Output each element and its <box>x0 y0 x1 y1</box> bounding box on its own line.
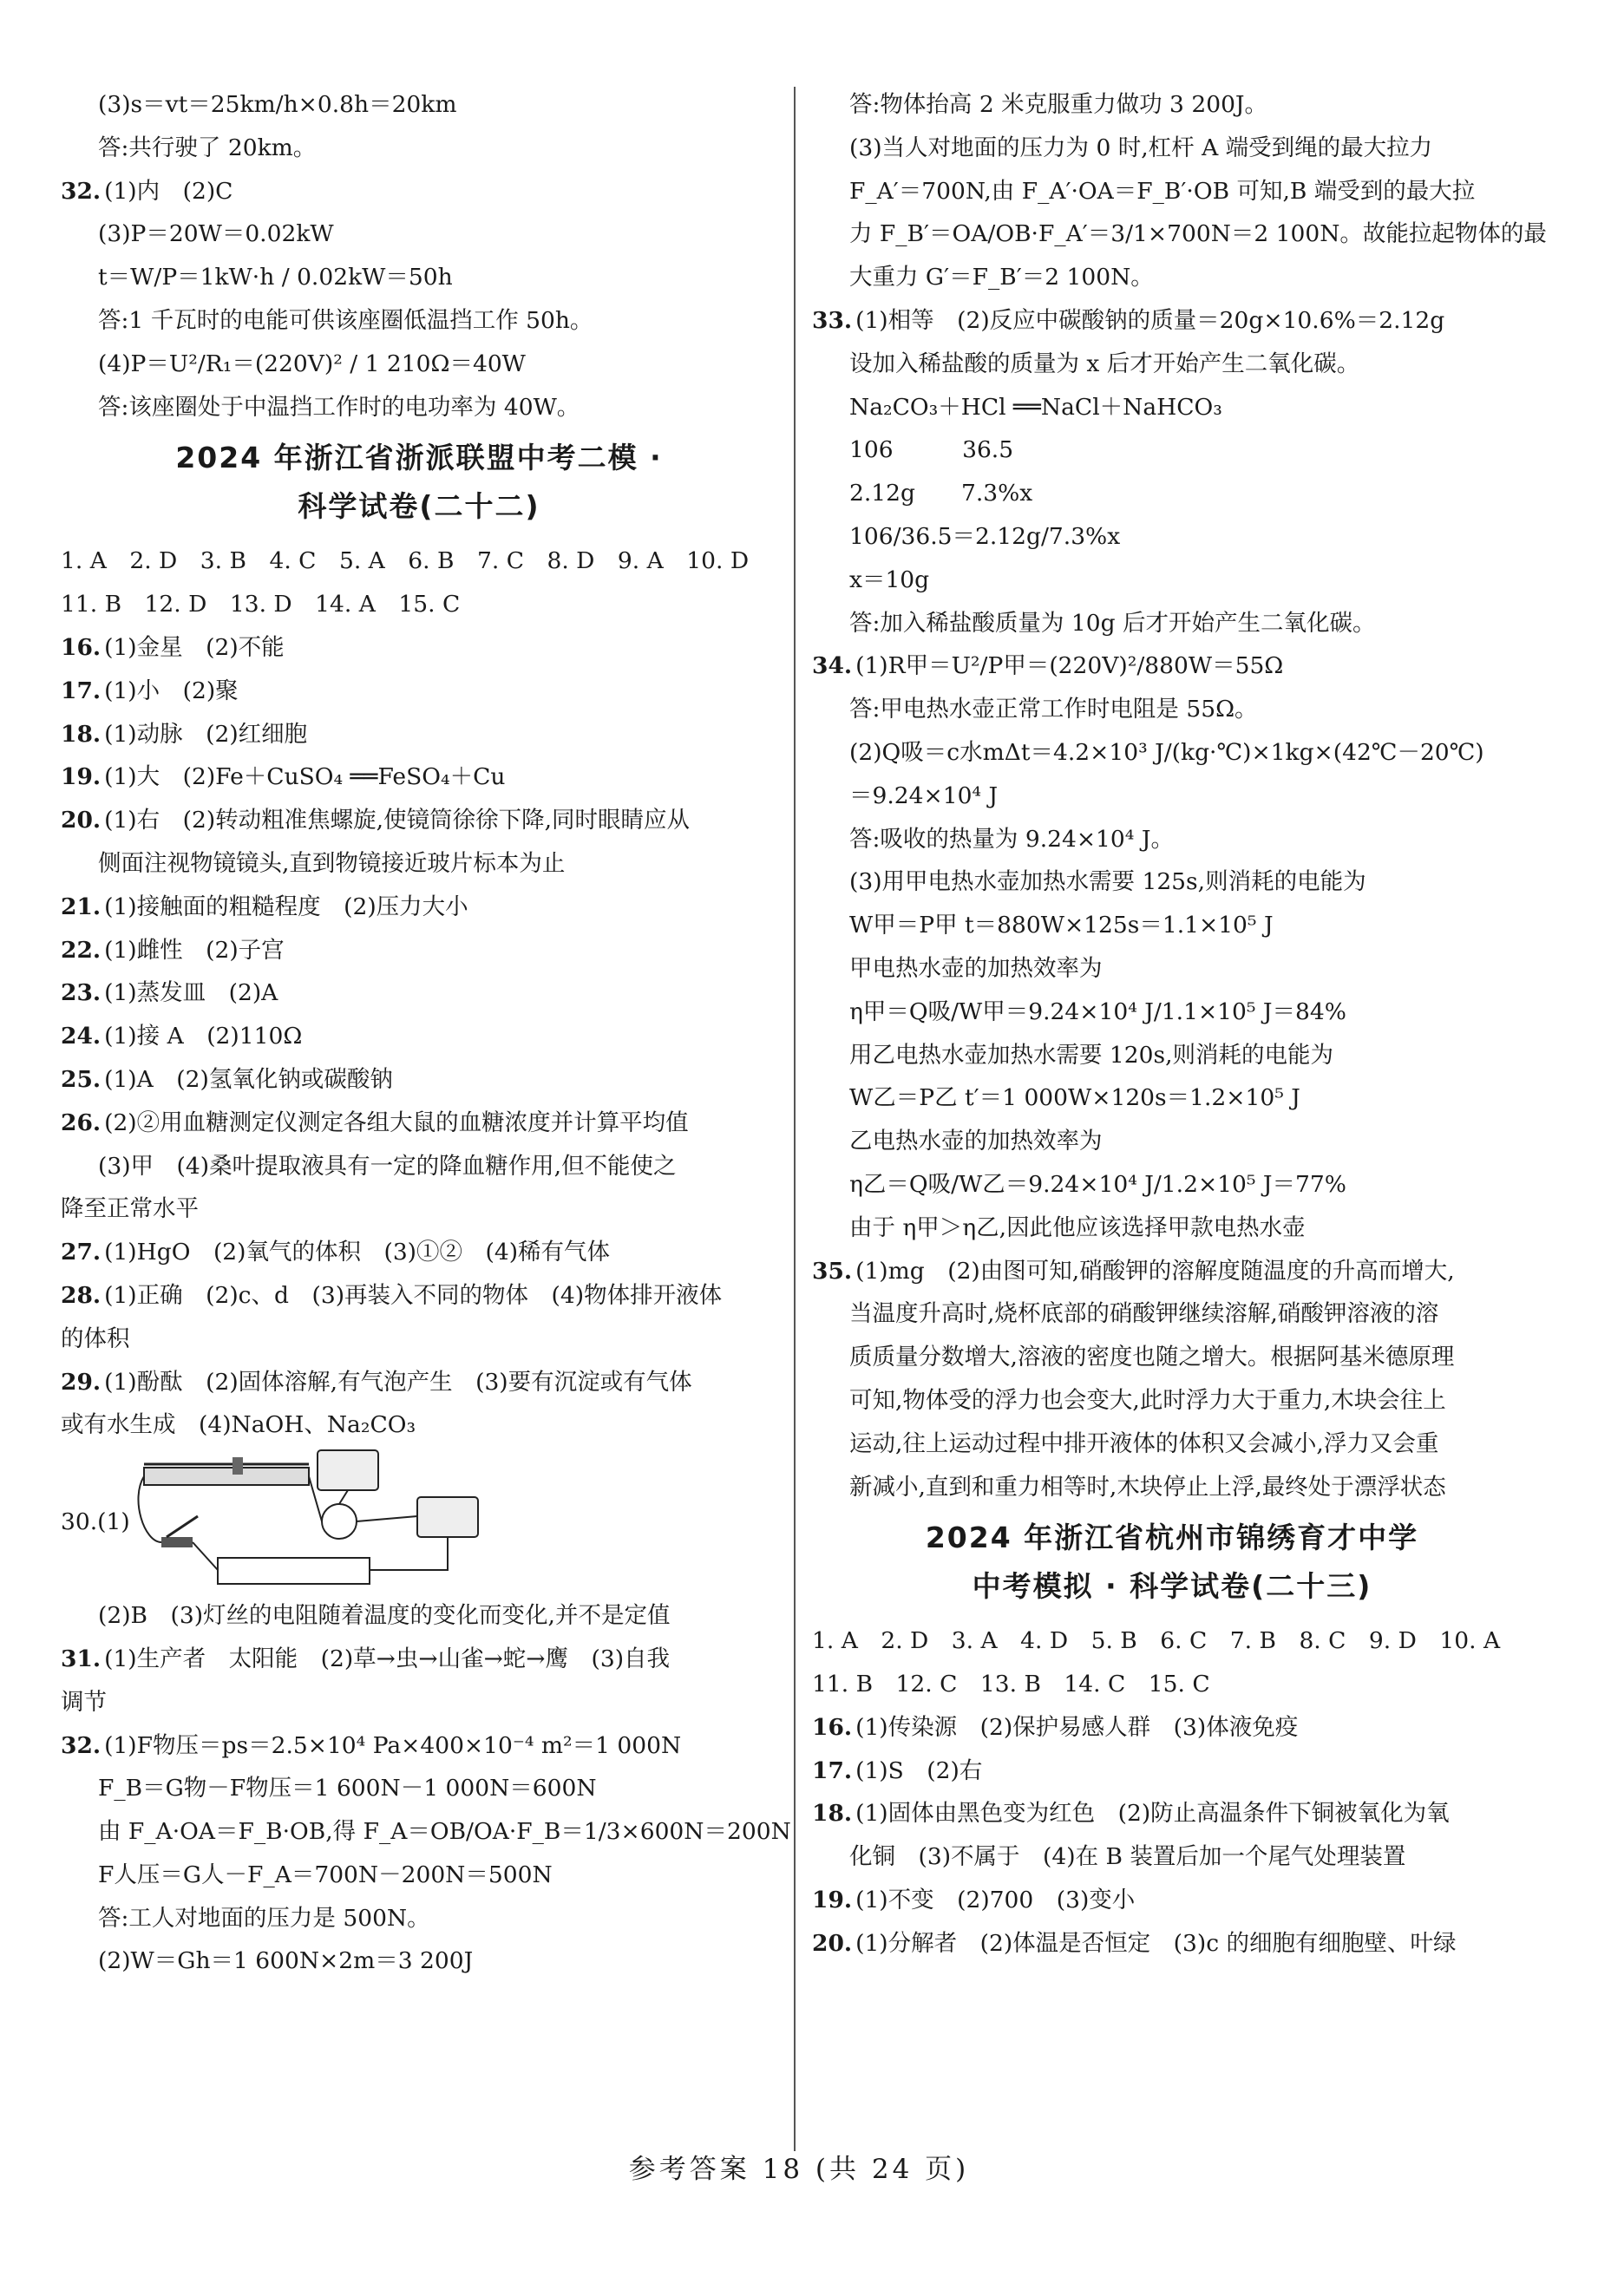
answer-line <box>812 83 1532 127</box>
answer-line <box>812 386 1532 429</box>
answer-line <box>61 1403 777 1447</box>
column-divider <box>794 87 796 2151</box>
answer-line <box>61 1102 777 1145</box>
answer-line <box>812 472 1532 515</box>
answer-line <box>812 1663 1532 1706</box>
answer-text: 新减小,直到和重力相等时,木块停止上浮,最终处于漂浮状态 <box>849 1473 1446 1501</box>
answer-line <box>61 713 777 756</box>
answer-text: η乙＝Q吸/W乙＝9.24×10⁴ J/1.2×10⁵ J＝77% <box>849 1170 1346 1198</box>
answer-line <box>61 256 777 299</box>
answer-text: 由于 η甲＞η乙,因此他应该选择甲款电热水壶 <box>849 1213 1306 1241</box>
answer-line <box>61 1274 777 1318</box>
left-column <box>61 83 791 1983</box>
answer-line <box>61 1854 777 1897</box>
answer-line <box>812 170 1532 213</box>
answer-text: 的体积 <box>61 1325 130 1352</box>
answer-text: 1. A 2. D 3. A 4. D 5. B 6. C 7. B 8. C 9. D 10. A <box>812 1627 1501 1655</box>
answer-text: 106 36.5 <box>849 436 1014 464</box>
answer-line <box>812 428 1532 472</box>
answer-line <box>812 644 1532 688</box>
answer-text: (1)固体由黑色变为红色 (2)防止高温条件下铜被氧化为氧 <box>855 1800 1450 1828</box>
question-number: 16. <box>812 1713 853 1741</box>
answer-text: 11. B 12. C 13. B 14. C 15. C <box>812 1671 1210 1698</box>
question-number: 22. <box>61 936 102 964</box>
answer-text: (3)用甲电热水壶加热水需要 125s,则消耗的电能为 <box>849 868 1366 896</box>
answer-text: 或有水生成 (4)NaOH、Na₂CO₃ <box>61 1411 416 1439</box>
answer-line <box>812 1466 1532 1509</box>
answer-text: t＝W/P＝1kW·h / 0.02kW＝50h <box>98 264 453 291</box>
answer-line <box>812 602 1532 645</box>
answer-text: (2)Q吸＝c水mΔt＝4.2×10³ J/(kg·℃)×1kg×(42℃－20℃) <box>849 738 1484 766</box>
section-heading: 中考模拟 · 科学试卷(二十三) <box>972 1569 1372 1604</box>
answer-text: (1)R甲＝U²/P甲＝(220V)²/880W＝55Ω <box>855 652 1284 680</box>
answer-text: (3)P＝20W＝0.02kW <box>98 220 334 248</box>
answer-text: ＝9.24×10⁴ J <box>849 782 999 809</box>
answer-text: (1)生产者 太阳能 (2)草→虫→山雀→蛇→鹰 (3)自我 <box>104 1645 671 1672</box>
answer-line <box>812 947 1532 991</box>
answer-line <box>812 1120 1532 1163</box>
answer-line <box>61 213 777 256</box>
switch-lever <box>167 1516 198 1537</box>
answer-text: (2)②用血糖测定仪测定各组大鼠的血糖浓度并计算平均值 <box>104 1109 689 1136</box>
answer-line <box>812 515 1532 559</box>
answer-text: 106/36.5＝2.12g/7.3%x <box>849 522 1121 550</box>
answer-line <box>61 1767 777 1810</box>
answer-line <box>812 1706 1532 1750</box>
answer-line <box>61 1145 777 1188</box>
answer-line <box>61 1015 777 1058</box>
answer-text: (1)传染源 (2)保护易感人群 (3)体液免疫 <box>855 1713 1299 1741</box>
question-number: 23. <box>61 979 102 1007</box>
answer-line <box>812 1207 1532 1250</box>
question-number: 21. <box>61 893 102 920</box>
answer-text: (1)不变 (2)700 (3)变小 <box>855 1887 1136 1914</box>
question-number: 35. <box>812 1257 853 1285</box>
question-number: 27. <box>61 1239 102 1266</box>
answer-text: 当温度升高时,烧杯底部的硝酸钾继续溶解,硝酸钾溶液的溶 <box>849 1300 1439 1328</box>
answer-line <box>61 170 777 213</box>
answer-text: (1)接 A (2)110Ω <box>104 1023 303 1050</box>
answer-line <box>812 1835 1532 1879</box>
answer-line <box>61 756 777 799</box>
answer-text: (1)大 (2)Fe＋CuSO₄ ══FeSO₄＋Cu <box>104 763 506 791</box>
answer-text: F_A′＝700N,由 F_A′·OA＝F_B′·OB 可知,B 端受到的最大拉 <box>849 177 1476 205</box>
answer-text: 设加入稀盐酸的质量为 x 后才开始产生二氧化碳。 <box>849 350 1360 377</box>
answer-line <box>812 127 1532 170</box>
answer-text: x＝10g <box>849 566 930 593</box>
answer-text: Na₂CO₃＋HCl ══NaCl＋NaHCO₃ <box>849 393 1222 421</box>
answer-text: 侧面注视物镜镜头,直到物镜接近玻片标本为止 <box>98 849 566 877</box>
section-heading: 2024 年浙江省杭州市锦绣育才中学 <box>925 1521 1419 1555</box>
answer-line <box>61 1638 777 1681</box>
question-number: 17. <box>61 677 102 704</box>
question-number: 20. <box>61 807 102 834</box>
question-number: 32. <box>61 1731 102 1759</box>
answer-line <box>61 1594 777 1638</box>
answer-text: (1)正确 (2)c、d (3)再装入不同的物体 (4)物体排开液体 <box>104 1281 723 1309</box>
answer-text: (1)S (2)右 <box>855 1756 983 1784</box>
answer-line <box>812 1250 1532 1293</box>
answer-line <box>61 1724 777 1768</box>
answer-text: F人压＝G人－F_A＝700N－200N＝500N <box>98 1861 553 1888</box>
answer-text: 答:共行驶了 20km。 <box>98 134 317 161</box>
question-number: 17. <box>812 1756 853 1784</box>
question-number: 26. <box>61 1109 102 1136</box>
answer-line <box>812 775 1532 818</box>
question-number: 18. <box>812 1800 853 1828</box>
answer-line <box>812 1379 1532 1423</box>
answer-line <box>61 1810 791 1854</box>
question-number: 29. <box>61 1368 102 1396</box>
answer-line <box>812 1619 1532 1663</box>
right-column <box>812 83 1547 1966</box>
answer-text: 力 F_B′＝OA/OB·F_A′＝3/1×700N＝2 100N。故能拉起物体的最 <box>849 220 1547 248</box>
answer-line <box>61 971 777 1015</box>
battery-box <box>218 1558 370 1584</box>
question-number: 19. <box>812 1887 853 1914</box>
answer-text: (1)分解者 (2)体温是否恒定 (3)c 的细胞有细胞壁、叶绿 <box>855 1929 1457 1957</box>
answer-line <box>812 1922 1532 1966</box>
answer-line <box>812 1163 1532 1207</box>
answer-line <box>812 904 1532 947</box>
question-number: 28. <box>61 1281 102 1309</box>
answer-text: 答:吸收的热量为 9.24×10⁴ J。 <box>849 825 1174 853</box>
answer-text: (1)A (2)氢氧化钠或碳酸钠 <box>104 1065 393 1093</box>
answer-text: 乙电热水壶的加热效率为 <box>849 1128 1103 1155</box>
answer-text: 2.12g 7.3%x <box>849 480 1033 507</box>
answer-text: (1)酚酞 (2)固体溶解,有气泡产生 (3)要有沉淀或有气体 <box>104 1368 692 1396</box>
answer-line <box>61 799 777 842</box>
answer-line <box>812 818 1532 861</box>
answer-line <box>812 343 1532 386</box>
rheostat <box>144 1468 309 1485</box>
ammeter <box>417 1497 478 1537</box>
answer-text: (3)当人对地面的压力为 0 时,杠杆 A 端受到绳的最大拉力 <box>849 134 1433 161</box>
answer-line <box>61 1187 777 1231</box>
answer-line <box>61 1231 777 1274</box>
answer-text: (2)W＝Gh＝1 600N×2m＝3 200J <box>98 1947 474 1975</box>
answer-text: (3)s＝vt＝25km/h×0.8h＝20km <box>98 91 457 118</box>
answer-line <box>812 1879 1532 1922</box>
answer-text: (1)相等 (2)反应中碳酸钠的质量＝20g×10.6%＝2.12g <box>855 306 1445 334</box>
wires <box>138 1476 448 1570</box>
question-number: 33. <box>812 306 853 334</box>
answer-line <box>812 1336 1532 1379</box>
answer-line <box>61 583 777 626</box>
answer-line <box>812 1292 1532 1336</box>
answer-text: (1)蒸发皿 (2)A <box>104 979 278 1007</box>
answer-text: (1)雌性 (2)子宫 <box>104 936 285 964</box>
question-number: 31. <box>61 1645 102 1672</box>
answer-line <box>812 1750 1532 1793</box>
answer-line <box>61 1681 777 1724</box>
circuit-label: 30.(1) <box>61 1508 130 1536</box>
answer-line <box>61 299 777 343</box>
answer-text: 由 F_A·OA＝F_B·OB,得 F_A＝OB/OA·F_B＝1/3×600N＝200N <box>98 1818 791 1846</box>
answer-text: (3)甲 (4)桑叶提取液具有一定的降血糖作用,但不能使之 <box>98 1152 677 1180</box>
answer-line <box>812 1076 1532 1120</box>
answer-line <box>61 127 777 170</box>
answer-line <box>812 1034 1532 1077</box>
answer-text: 用乙电热水壶加热水需要 120s,则消耗的电能为 <box>849 1041 1334 1069</box>
answer-text: 答:1 千瓦时的电能可供该座圈低温挡工作 50h。 <box>98 306 593 334</box>
question-number: 16. <box>61 633 102 661</box>
answer-text: W甲＝P甲 t＝880W×125s＝1.1×10⁵ J <box>849 912 1274 939</box>
question-number: 32. <box>61 177 102 205</box>
answer-text: 运动,往上运动过程中排开液体的体积又会减小,浮力又会重 <box>849 1429 1439 1457</box>
answer-text: 答:工人对地面的压力是 500N。 <box>98 1904 430 1932</box>
page-footer: 参考答案 18 (共 24 页) <box>628 2154 970 2185</box>
answer-text: (4)P＝U²/R₁＝(220V)² / 1 210Ω＝40W <box>98 350 526 377</box>
bulb <box>322 1504 357 1539</box>
answer-text: (1)接触面的粗糙程度 (2)压力大小 <box>104 893 468 920</box>
answer-text: 11. B 12. D 13. D 14. A 15. C <box>61 591 461 618</box>
answer-text: 答:加入稀盐酸质量为 10g 后才开始产生二氧化碳。 <box>849 609 1376 637</box>
question-number: 25. <box>61 1065 102 1093</box>
answer-text: (1)mg (2)由图可知,硝酸钾的溶解度随温度的升高而增大, <box>855 1257 1455 1285</box>
answer-line <box>61 1939 777 1983</box>
answer-line <box>61 83 777 127</box>
answer-30-circuit <box>61 1447 777 1594</box>
voltmeter <box>318 1450 378 1490</box>
answer-line <box>812 731 1532 775</box>
answer-line <box>812 559 1532 602</box>
answer-line <box>812 991 1532 1034</box>
answer-line <box>61 670 777 713</box>
question-number: 18. <box>61 720 102 748</box>
question-number: 24. <box>61 1023 102 1050</box>
answer-text: 答:甲电热水壶正常工作时电阻是 55Ω。 <box>849 696 1258 723</box>
answer-text: 质质量分数增大,溶液的密度也随之增大。根据阿基米德原理 <box>849 1344 1455 1371</box>
answer-line <box>61 386 777 429</box>
section-heading: 2024 年浙江省浙派联盟中考二模 · <box>175 441 663 475</box>
answer-line <box>61 886 777 929</box>
answer-text: (1)小 (2)聚 <box>104 677 239 704</box>
answer-line <box>61 1897 777 1940</box>
answer-text: 可知,物体受的浮力也会变大,此时浮力大于重力,木块会往上 <box>849 1386 1446 1414</box>
answer-line <box>812 1423 1532 1466</box>
answer-line <box>812 256 1532 299</box>
answer-line <box>61 540 777 583</box>
answer-line <box>61 1361 777 1404</box>
answer-line <box>812 213 1547 256</box>
answer-text: (1)HgO (2)氧气的体积 (3)①② (4)稀有气体 <box>104 1239 611 1266</box>
answer-text: F_B＝G物－F物压＝1 600N－1 000N＝600N <box>98 1775 597 1802</box>
section-heading: 科学试卷(二十二) <box>298 489 540 524</box>
answer-text: 答:该座圈处于中温挡工作时的电功率为 40W。 <box>98 393 580 421</box>
answer-line <box>61 842 777 886</box>
question-number: 20. <box>812 1929 853 1957</box>
answer-text: η甲＝Q吸/W甲＝9.24×10⁴ J/1.1×10⁵ J＝84% <box>849 998 1346 1025</box>
answer-text: 答:物体抬高 2 米克服重力做功 3 200J。 <box>849 91 1268 118</box>
answer-text: (1)金星 (2)不能 <box>104 633 285 661</box>
answer-text: W乙＝P乙 t′＝1 000W×120s＝1.2×10⁵ J <box>849 1084 1300 1112</box>
answer-text: 化铜 (3)不属于 (4)在 B 装置后加一个尾气处理装置 <box>849 1843 1406 1871</box>
answer-text: (1)内 (2)C <box>104 177 233 205</box>
switch <box>161 1537 193 1547</box>
answer-line <box>61 343 777 386</box>
answer-line <box>61 1318 777 1361</box>
answer-text: 大重力 G′＝F_B′＝2 100N。 <box>849 264 1154 291</box>
answer-text: 降至正常水平 <box>61 1195 199 1223</box>
answer-text: (1)右 (2)转动粗准焦螺旋,使镜筒徐徐下降,同时眼睛应从 <box>104 807 691 834</box>
answer-line <box>812 299 1532 343</box>
slider <box>232 1457 243 1475</box>
answer-line <box>812 688 1532 731</box>
answer-text: 调节 <box>61 1688 107 1716</box>
circuit-diagram <box>135 1447 517 1594</box>
answer-line <box>61 1058 777 1102</box>
answer-text: (1)F物压＝ps＝2.5×10⁴ Pa×400×10⁻⁴ m²＝1 000N <box>104 1731 682 1759</box>
answer-text: (1)动脉 (2)红细胞 <box>104 720 308 748</box>
answer-line <box>812 860 1532 904</box>
question-number: 34. <box>812 652 853 680</box>
answer-line <box>812 1792 1532 1835</box>
answer-text: 1. A 2. D 3. B 4. C 5. A 6. B 7. C 8. D 9. A 10. D <box>61 547 750 575</box>
answer-line <box>61 626 777 670</box>
answer-text: 甲电热水壶的加热效率为 <box>849 954 1103 982</box>
question-number: 19. <box>61 763 102 791</box>
answer-line <box>61 929 777 972</box>
answer-text: (2)B (3)灯丝的电阻随着温度的变化而变化,并不是定值 <box>98 1602 671 1630</box>
